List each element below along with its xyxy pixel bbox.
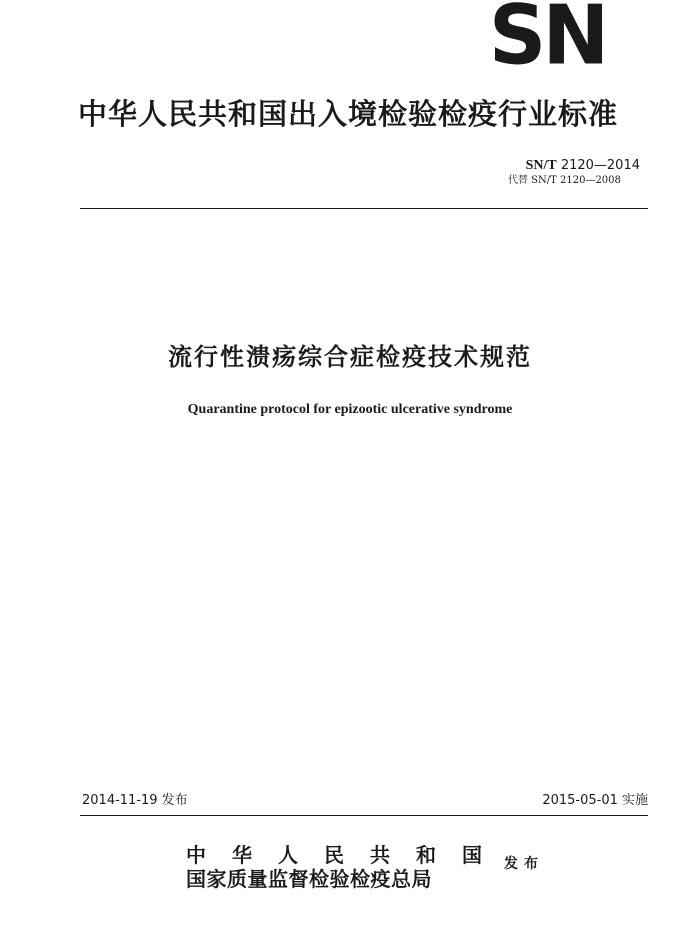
issuer-country bbox=[186, 843, 482, 867]
issuer-block bbox=[186, 843, 526, 891]
document-title-english: Quarantine protocol for epizootic ulcerative syndrome bbox=[187, 402, 513, 417]
issuer-publish-label: 发布 bbox=[504, 856, 544, 872]
issuer-country-char: 中 bbox=[186, 843, 206, 867]
issuer-country-char: 共 bbox=[370, 843, 390, 867]
issuer-country-char: 和 bbox=[416, 843, 436, 867]
replaces-standard: 代替 SN/T 2120—2008 bbox=[508, 175, 621, 186]
standard-number-value: 2120—2014 bbox=[560, 158, 640, 173]
issuer-country-char: 民 bbox=[324, 843, 344, 867]
header-divider bbox=[80, 208, 648, 209]
issuer-country-char: 华 bbox=[232, 843, 252, 867]
issuer-country-char: 国 bbox=[462, 843, 482, 867]
industry-standard-title: 中华人民共和国出入境检验检疫行业标准 bbox=[78, 97, 619, 131]
issue-date: 2014-11-19 发布 bbox=[82, 793, 188, 808]
standard-number bbox=[526, 157, 640, 175]
standard-number-prefix: SN/T bbox=[525, 158, 557, 173]
issuer-agency: 国家质量监督检验检疫总局 bbox=[186, 867, 432, 891]
sn-logo: SN bbox=[488, 0, 606, 83]
document-title-chinese: 流行性溃疡综合症检疫技术规范 bbox=[168, 343, 532, 371]
implementation-date: 2015-05-01 实施 bbox=[542, 793, 648, 808]
issuer-country-char: 人 bbox=[278, 843, 298, 867]
footer-divider bbox=[80, 815, 648, 816]
